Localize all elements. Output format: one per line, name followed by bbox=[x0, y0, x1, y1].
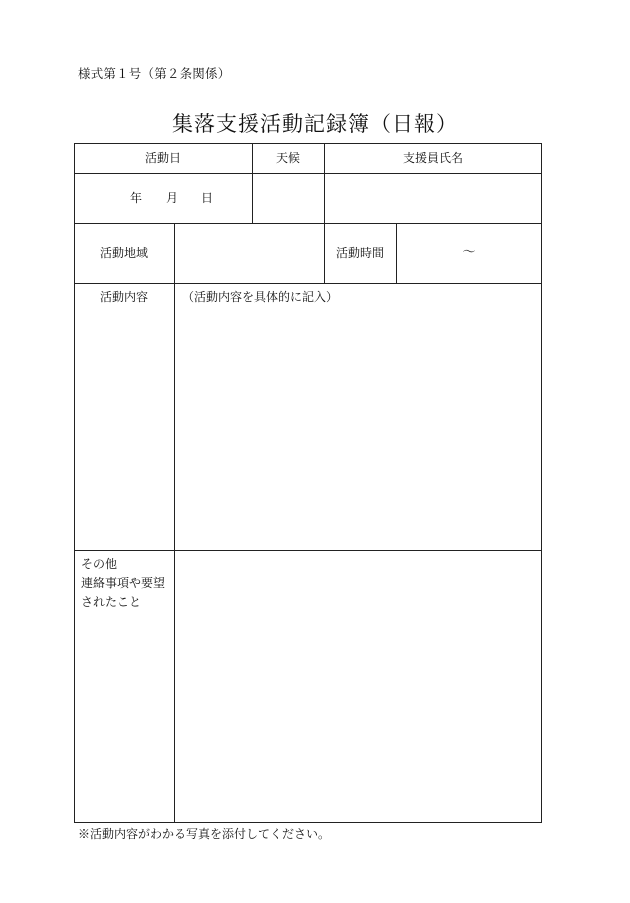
page-title: 集落支援活動記録簿（日報） bbox=[172, 112, 458, 136]
activity-time-label: 活動時間 bbox=[335, 246, 384, 260]
date-month-label: 月 bbox=[166, 191, 179, 205]
date-year-label: 年 bbox=[130, 191, 143, 205]
activity-area-label: 活動地域 bbox=[99, 246, 148, 260]
activity-time-separator: ～ bbox=[462, 245, 476, 260]
other-notes-label bbox=[81, 555, 165, 612]
other-notes-label-line: されたこと bbox=[81, 595, 142, 609]
other-notes-field[interactable] bbox=[175, 551, 541, 822]
activity-content-field[interactable] bbox=[175, 308, 541, 550]
other-notes-label-line: 連絡事項や要望 bbox=[81, 576, 166, 590]
footnote: ※活動内容がわかる写真を添付してください。 bbox=[78, 827, 331, 841]
activity-area-field[interactable] bbox=[174, 223, 324, 283]
supporter-name-field[interactable] bbox=[324, 173, 542, 223]
table-border-bottom bbox=[74, 822, 542, 823]
row-divider bbox=[74, 283, 542, 284]
weather-field[interactable] bbox=[252, 173, 324, 223]
other-notes-label-line: その他 bbox=[81, 557, 118, 571]
activity-content-hint: （活動内容を具体的に記入） bbox=[182, 290, 339, 304]
activity-content-label: 活動内容 bbox=[100, 290, 149, 304]
activity-date-header: 活動日 bbox=[144, 151, 181, 165]
weather-header: 天候 bbox=[275, 151, 300, 165]
activity-record-table bbox=[74, 143, 542, 823]
form-number: 様式第１号（第２条関係） bbox=[78, 66, 231, 81]
date-day-label: 日 bbox=[201, 191, 214, 205]
supporter-name-header: 支援員氏名 bbox=[402, 151, 463, 165]
